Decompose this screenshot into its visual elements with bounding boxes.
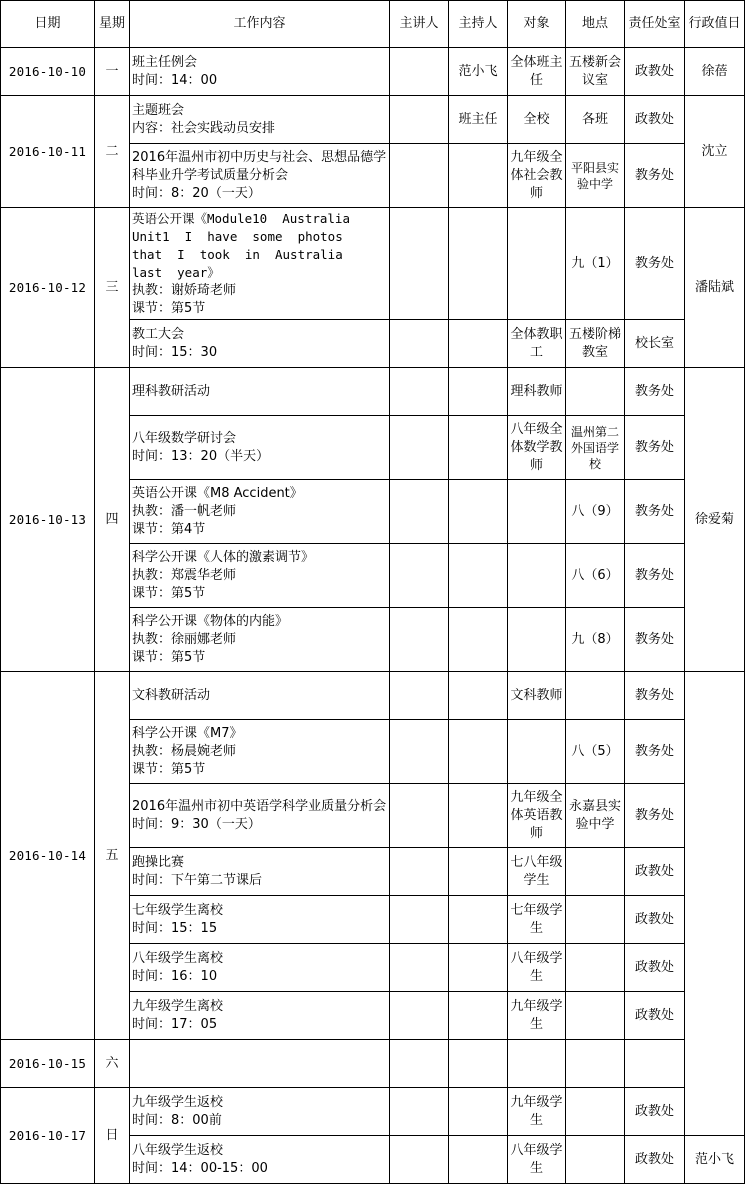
content-cell <box>130 144 390 208</box>
host-cell: 范小飞 <box>449 48 508 96</box>
weekday-cell: 一 <box>95 48 130 96</box>
content-cell <box>130 720 390 784</box>
content-line: 八年级数学研讨会 <box>132 430 237 446</box>
speaker-cell <box>390 608 449 672</box>
place-cell <box>566 368 625 416</box>
speaker-cell <box>390 48 449 96</box>
content-line: that I took in Australia <box>132 246 343 262</box>
table-row <box>1 96 745 144</box>
place-cell <box>566 1136 625 1184</box>
host-cell <box>449 144 508 208</box>
header-date: 日期 <box>1 1 95 48</box>
place-cell: 八（6） <box>566 544 625 608</box>
dept-cell <box>625 1040 685 1088</box>
content-line: 执教：潘一帆老师 <box>132 503 237 519</box>
content-line: 课节：第4节 <box>132 521 206 537</box>
target-cell: 全体班主任 <box>508 48 566 96</box>
host-cell <box>449 208 508 320</box>
table-row <box>1 1088 745 1136</box>
host-cell <box>449 672 508 720</box>
host-cell <box>449 848 508 896</box>
duty-cell: 沈立 <box>685 96 745 208</box>
content-line: 执教：徐丽娜老师 <box>132 631 237 647</box>
content-line: 内容：社会实践动员安排 <box>132 120 276 136</box>
host-cell <box>449 480 508 544</box>
content-line: 时间：15：15 <box>132 920 218 936</box>
weekday-cell: 二 <box>95 96 130 208</box>
header-dept: 责任处室 <box>625 1 685 48</box>
host-cell <box>449 320 508 368</box>
content-line: 英语公开课《M8 Accident》 <box>132 485 303 501</box>
host-cell <box>449 416 508 480</box>
date-cell: 2016-10-12 <box>1 208 95 368</box>
place-cell: 九（8） <box>566 608 625 672</box>
place-cell <box>566 848 625 896</box>
content-cell <box>130 848 390 896</box>
place-cell <box>566 672 625 720</box>
date-cell: 2016-10-14 <box>1 672 95 1040</box>
dept-cell: 政教处 <box>625 48 685 96</box>
date-cell: 2016-10-11 <box>1 96 95 208</box>
content-line: 九年级学生离校 <box>132 998 224 1014</box>
duty-cell <box>685 672 745 1136</box>
dept-cell: 政教处 <box>625 944 685 992</box>
content-line: 2016年温州市初中英语学科学业质量分析会 <box>132 798 387 814</box>
target-cell: 九年级学生 <box>508 1088 566 1136</box>
speaker-cell <box>390 672 449 720</box>
place-cell: 永嘉县实验中学 <box>566 784 625 848</box>
dept-cell: 政教处 <box>625 992 685 1040</box>
host-cell <box>449 944 508 992</box>
date-cell: 2016-10-15 <box>1 1040 95 1088</box>
dept-cell: 教务处 <box>625 544 685 608</box>
content-line: 2016年温州市初中历史与社会、思想品德学科毕业升学考试质量分析会 <box>132 149 387 183</box>
content-line: Unit1 I have some photos <box>132 228 343 244</box>
date-cell: 2016-10-17 <box>1 1088 95 1184</box>
content-line: 时间：14：00-15：00 <box>132 1160 268 1176</box>
content-line: 课节：第5节 <box>132 585 206 601</box>
speaker-cell <box>390 544 449 608</box>
content-cell <box>130 480 390 544</box>
content-cell <box>130 416 390 480</box>
host-cell <box>449 720 508 784</box>
table-row <box>1 672 745 720</box>
target-cell <box>508 608 566 672</box>
place-cell: 五楼新会议室 <box>566 48 625 96</box>
speaker-cell <box>390 320 449 368</box>
speaker-cell <box>390 208 449 320</box>
place-cell: 九（1） <box>566 208 625 320</box>
date-cell: 2016-10-13 <box>1 368 95 672</box>
content-line: 教工大会 <box>132 326 185 342</box>
content-cell <box>130 784 390 848</box>
duty-cell: 徐蓓 <box>685 48 745 96</box>
content-line: 科学公开课《物体的内能》 <box>132 613 289 629</box>
host-cell <box>449 608 508 672</box>
content-line: 时间：8：20（一天） <box>132 185 261 201</box>
content-line: 科学公开课《M7》 <box>132 725 243 741</box>
content-cell <box>130 96 390 144</box>
host-cell <box>449 992 508 1040</box>
content-cell <box>130 1136 390 1184</box>
target-cell: 九年级全体社会教师 <box>508 144 566 208</box>
host-cell <box>449 784 508 848</box>
speaker-cell <box>390 1088 449 1136</box>
content-cell <box>130 544 390 608</box>
host-cell <box>449 896 508 944</box>
header-duty: 行政值日 <box>685 1 745 48</box>
content-line: 课节：第5节 <box>132 300 206 316</box>
content-cell <box>130 1088 390 1136</box>
content-cell <box>130 368 390 416</box>
content-cell <box>130 672 390 720</box>
dept-cell: 教务处 <box>625 416 685 480</box>
dept-cell: 教务处 <box>625 144 685 208</box>
target-cell: 全校 <box>508 96 566 144</box>
target-cell: 全体教职工 <box>508 320 566 368</box>
target-cell <box>508 208 566 320</box>
place-cell <box>566 992 625 1040</box>
target-cell: 八年级学生 <box>508 944 566 992</box>
content-line: 时间：17：05 <box>132 1016 218 1032</box>
table-row <box>1 368 745 416</box>
content-line: 执教：杨晨婉老师 <box>132 743 237 759</box>
content-line: 时间：8：00前 <box>132 1112 222 1128</box>
host-cell <box>449 368 508 416</box>
content-line: 英语公开课《Module10 Australia <box>132 210 350 226</box>
content-cell <box>130 992 390 1040</box>
content-line: 时间：下午第二节课后 <box>132 872 263 888</box>
dept-cell: 教务处 <box>625 608 685 672</box>
speaker-cell <box>390 784 449 848</box>
dept-cell: 教务处 <box>625 784 685 848</box>
content-line: 时间：14：00 <box>132 72 218 88</box>
dept-cell: 教务处 <box>625 720 685 784</box>
content-line: 时间：16：10 <box>132 968 218 984</box>
table-row <box>1 48 745 96</box>
place-cell <box>566 944 625 992</box>
header-weekday: 星期 <box>95 1 130 48</box>
header-row <box>1 1 745 48</box>
target-cell <box>508 544 566 608</box>
dept-cell: 教务处 <box>625 208 685 320</box>
content-cell <box>130 944 390 992</box>
target-cell: 八年级全体数学教师 <box>508 416 566 480</box>
content-line: 科学公开课《人体的激素调节》 <box>132 549 315 565</box>
speaker-cell <box>390 720 449 784</box>
content-line: last year》 <box>132 264 220 280</box>
content-line: 课节：第5节 <box>132 761 206 777</box>
header-place: 地点 <box>566 1 625 48</box>
content-line: 九年级学生返校 <box>132 1094 224 1110</box>
header-content: 工作内容 <box>130 1 390 48</box>
place-cell <box>566 1088 625 1136</box>
content-line: 执教：郑震华老师 <box>132 567 237 583</box>
host-cell <box>449 1040 508 1088</box>
weekday-cell: 日 <box>95 1088 130 1184</box>
dept-cell: 政教处 <box>625 896 685 944</box>
place-cell: 温州第二外国语学校 <box>566 416 625 480</box>
weekday-cell: 六 <box>95 1040 130 1088</box>
content-cell <box>130 320 390 368</box>
speaker-cell <box>390 848 449 896</box>
target-cell: 七年级学生 <box>508 896 566 944</box>
place-cell: 各班 <box>566 96 625 144</box>
content-cell <box>130 48 390 96</box>
table-row <box>1 208 745 320</box>
content-line: 理科教研活动 <box>132 383 211 399</box>
dept-cell: 教务处 <box>625 672 685 720</box>
place-cell <box>566 1040 625 1088</box>
host-cell <box>449 1088 508 1136</box>
host-cell <box>449 1136 508 1184</box>
content-cell <box>130 1040 390 1088</box>
place-cell: 平阳县实验中学 <box>566 144 625 208</box>
dept-cell: 政教处 <box>625 848 685 896</box>
dept-cell: 教务处 <box>625 480 685 544</box>
target-cell <box>508 720 566 784</box>
place-cell <box>566 896 625 944</box>
speaker-cell <box>390 416 449 480</box>
duty-cell: 潘陆斌 <box>685 208 745 368</box>
header-target: 对象 <box>508 1 566 48</box>
content-line: 时间：13：20（半天） <box>132 448 270 464</box>
content-line: 主题班会 <box>132 102 185 118</box>
target-cell <box>508 480 566 544</box>
speaker-cell <box>390 944 449 992</box>
host-cell <box>449 544 508 608</box>
content-line: 时间：9：30（一天） <box>132 816 261 832</box>
duty-cell: 范小飞 <box>685 1136 745 1184</box>
speaker-cell <box>390 480 449 544</box>
dept-cell: 政教处 <box>625 1088 685 1136</box>
target-cell: 九年级学生 <box>508 992 566 1040</box>
content-cell <box>130 208 390 320</box>
header-host: 主持人 <box>449 1 508 48</box>
content-cell <box>130 608 390 672</box>
content-line: 时间：15：30 <box>132 344 218 360</box>
content-line: 文科教研活动 <box>132 687 211 703</box>
place-cell: 八（5） <box>566 720 625 784</box>
speaker-cell <box>390 144 449 208</box>
speaker-cell <box>390 1040 449 1088</box>
place-cell: 五楼阶梯教室 <box>566 320 625 368</box>
weekday-cell: 三 <box>95 208 130 368</box>
content-cell <box>130 896 390 944</box>
speaker-cell <box>390 992 449 1040</box>
host-cell: 班主任 <box>449 96 508 144</box>
speaker-cell <box>390 368 449 416</box>
content-line: 跑操比赛 <box>132 854 185 870</box>
content-line: 班主任例会 <box>132 54 198 70</box>
target-cell: 九年级全体英语教师 <box>508 784 566 848</box>
speaker-cell <box>390 896 449 944</box>
dept-cell: 校长室 <box>625 320 685 368</box>
content-line: 课节：第5节 <box>132 649 206 665</box>
target-cell <box>508 1040 566 1088</box>
target-cell: 七八年级学生 <box>508 848 566 896</box>
dept-cell: 政教处 <box>625 1136 685 1184</box>
date-cell: 2016-10-10 <box>1 48 95 96</box>
header-speaker: 主讲人 <box>390 1 449 48</box>
content-line: 八年级学生离校 <box>132 950 224 966</box>
target-cell: 八年级学生 <box>508 1136 566 1184</box>
table-row <box>1 1040 745 1088</box>
speaker-cell <box>390 96 449 144</box>
target-cell: 理科教师 <box>508 368 566 416</box>
duty-cell: 徐爱菊 <box>685 368 745 672</box>
weekday-cell: 四 <box>95 368 130 672</box>
speaker-cell <box>390 1136 449 1184</box>
weekday-cell: 五 <box>95 672 130 1040</box>
target-cell: 文科教师 <box>508 672 566 720</box>
dept-cell: 政教处 <box>625 96 685 144</box>
content-line: 八年级学生返校 <box>132 1142 224 1158</box>
dept-cell: 教务处 <box>625 368 685 416</box>
content-line: 七年级学生离校 <box>132 902 224 918</box>
place-cell: 八（9） <box>566 480 625 544</box>
content-line: 执教：谢娇琦老师 <box>132 282 237 298</box>
